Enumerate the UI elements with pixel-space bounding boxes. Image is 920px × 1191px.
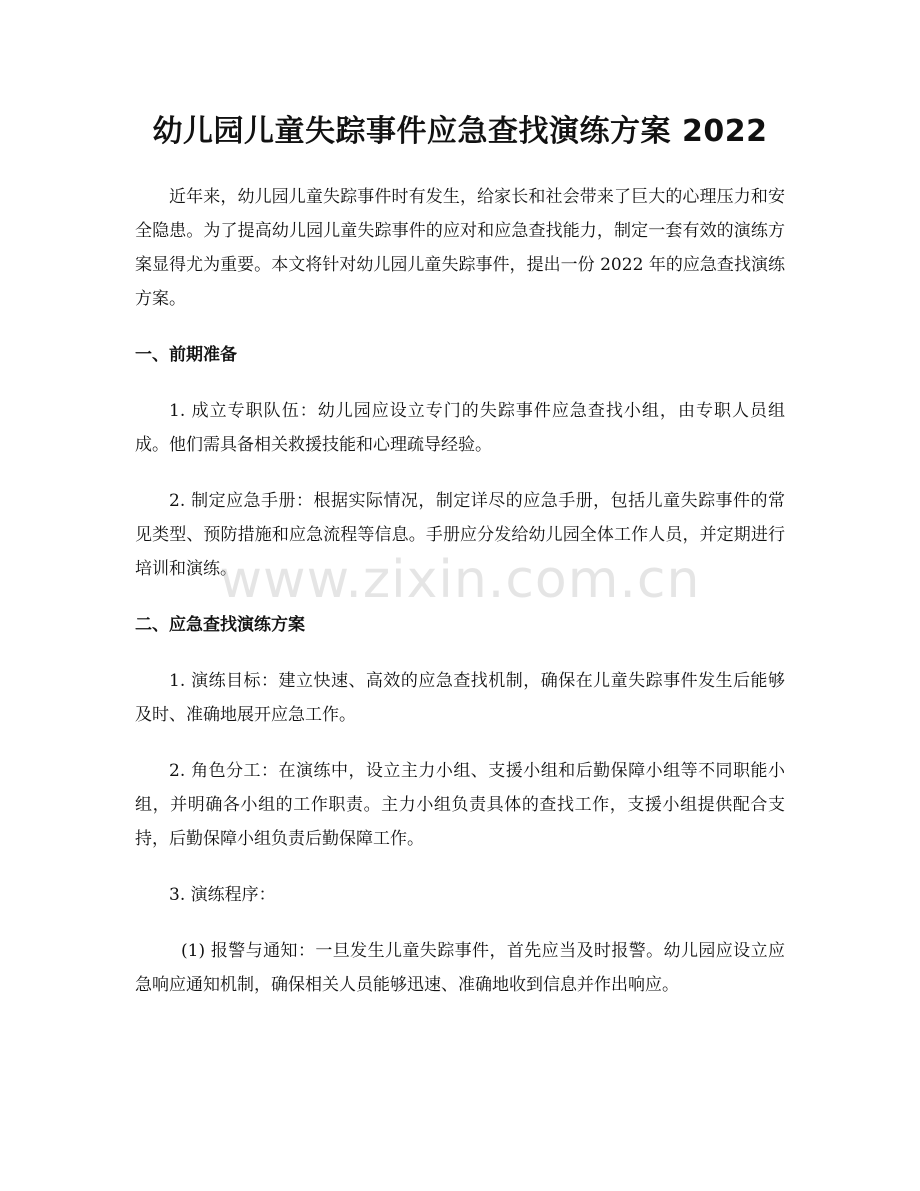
document-body — [135, 180, 785, 1024]
drill-item-3: 3. 演练程序： — [169, 885, 276, 905]
watermark: www.zixin.com.cn — [219, 550, 701, 610]
preparation-item-2: 2. 制定应急手册：根据实际情况，制定详尽的应急手册，包括儿童失踪事件的常见类型、预防措施和应急流程等信息。手册应分发给幼儿园全体工作人员，并定期进行培训和演练。 — [135, 491, 785, 579]
preparation-item-1: 1. 成立专职队伍：幼儿园应设立专门的失踪事件应急查找小组，由专职人员组成。他们需具备相关救援技能和心理疏导经验。 — [135, 401, 785, 455]
section-heading-drill-plan: 二、应急查找演练方案 — [135, 615, 305, 635]
drill-subitem-1: (1) 报警与通知：一旦发生儿童失踪事件，首先应当及时报警。幼儿园应设立应急响应通知机制，确保相关人员能够迅速、准确地收到信息并作出响应。 — [135, 941, 785, 995]
section-heading-preparation: 一、前期准备 — [135, 345, 237, 365]
drill-item-2: 2. 角色分工：在演练中，设立主力小组、支援小组和后勤保障小组等不同职能小组，并明确各小组的工作职责。主力小组负责具体的查找工作，支援小组提供配合支持，后勤保障小组负责后勤保障工作。 — [135, 761, 785, 849]
document-title: 幼儿园儿童失踪事件应急查找演练方案 2022 — [152, 114, 768, 149]
drill-item-1: 1. 演练目标：建立快速、高效的应急查找机制，确保在儿童失踪事件发生后能够及时、准确地展开应急工作。 — [135, 671, 785, 725]
intro-paragraph: 近年来，幼儿园儿童失踪事件时有发生，给家长和社会带来了巨大的心理压力和安全隐患。为了提高幼儿园儿童失踪事件的应对和应急查找能力，制定一套有效的演练方案显得尤为重要。本文将针对幼儿园儿童失踪事件，提出一份 2022 年的应急查找演练方案。 — [135, 187, 785, 309]
